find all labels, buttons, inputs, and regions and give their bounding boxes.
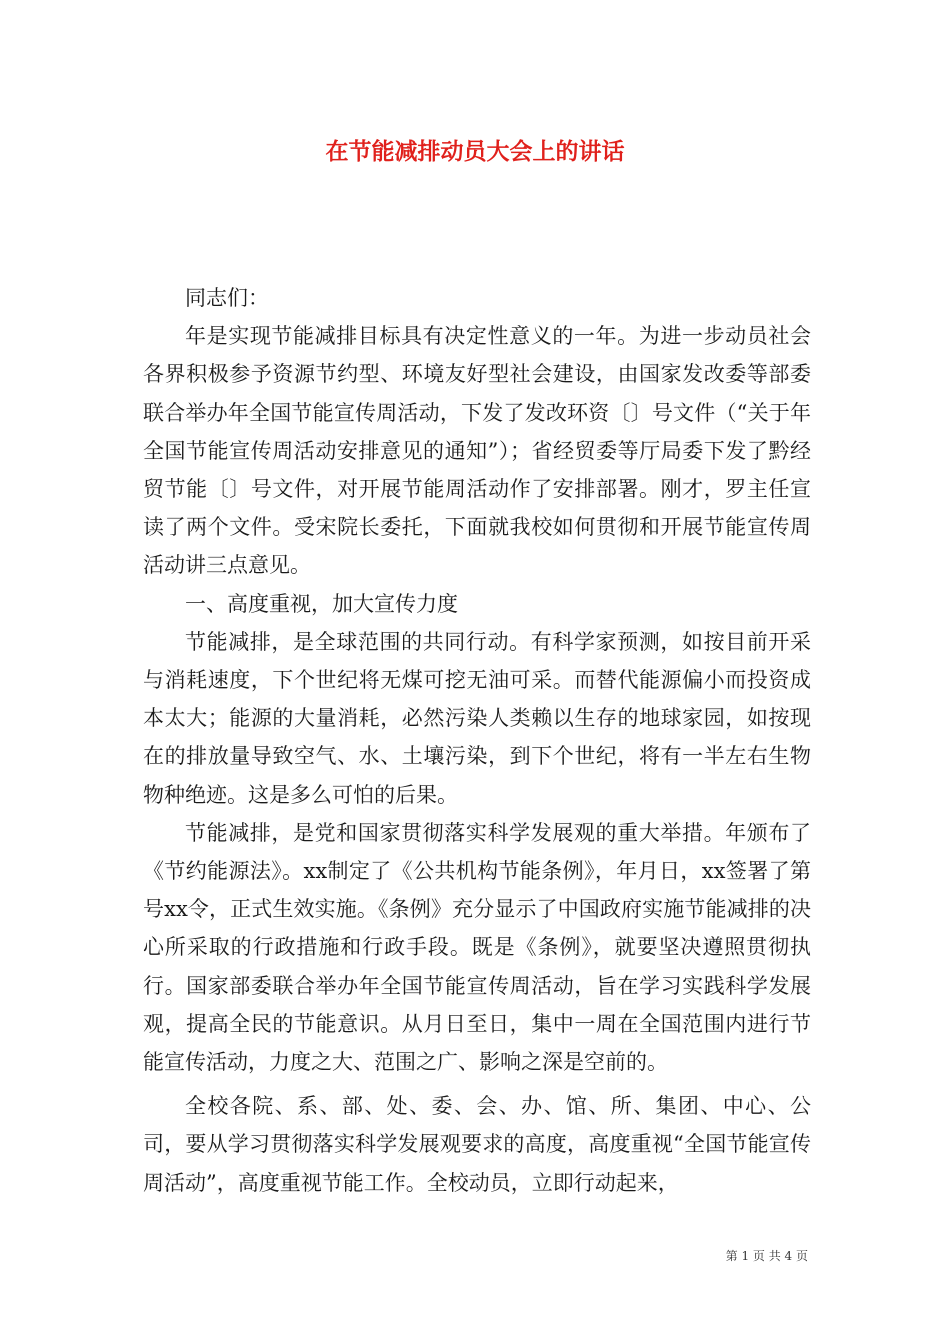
body-paragraph: 节能减排，是全球范围的共同行动。有科学家预测，如按目前开采与消耗速度，下个世纪将无煤可挖无油可采。而替代能源偏小而投资成本太大；能源的大量消耗，必然污染人类赖以生存的地球家园，如按现在的排放量导致空气、水、土壤污染，到下个世纪，将有一半左右生物物种绝迹。这是多么可怕的后果。 [143,629,811,807]
document-body [143,279,811,1202]
body-paragraph: 节能减排，是党和国家贯彻落实科学发展观的重大举措。年颁布了《节约能源法》。xx制定了《公共机构节能条例》，年月日，xx签署了第号xx令，正式生效实施。《条例》充分显示了中国政府实施节能减排的决心所采取的行政措施和行政手段。既是《条例》，就要坚决遵照贯彻执行。国家部委联合举办年全国节能宣传周活动，旨在学习实践科学发展观，提高全民的节能意识。从月日至日，集中一周在全国范围内进行节能宣传活动，力度之大、范围之广、影响之深是空前的。 [143,820,811,1075]
page-number: 第 1 页 共 4 页 [725,1249,808,1263]
salutation-paragraph: 同志们： [185,286,269,310]
document-title: 在节能减排动员大会上的讲话 [325,138,625,165]
intro-paragraph: 年是实现节能减排目标具有决定性意义的一年。为进一步动员社会各界积极参予资源节约型、环境友好型社会建设，由国家发改委等部委联合举办年全国节能宣传周活动，下发了发改环资〔〕号文件（“关于年全国节能宣传周活动安排意见的通知”）；省经贸委等厅局委下发了黔经贸节能〔〕号文件，对开展节能周活动作了安排部署。刚才，罗主任宣读了两个文件。受宋院长委托，下面就我校如何贯彻和开展节能宣传周活动讲三点意见。 [143,324,811,578]
section-heading: 一、高度重视，加大宣传力度 [185,591,458,616]
body-paragraph: 全校各院、系、部、处、委、会、办、馆、所、集团、中心、公司，要从学习贯彻落实科学发展观要求的高度，高度重视“全国节能宣传周活动”，高度重视节能工作。全校动员，立即行动起来， [143,1094,811,1195]
